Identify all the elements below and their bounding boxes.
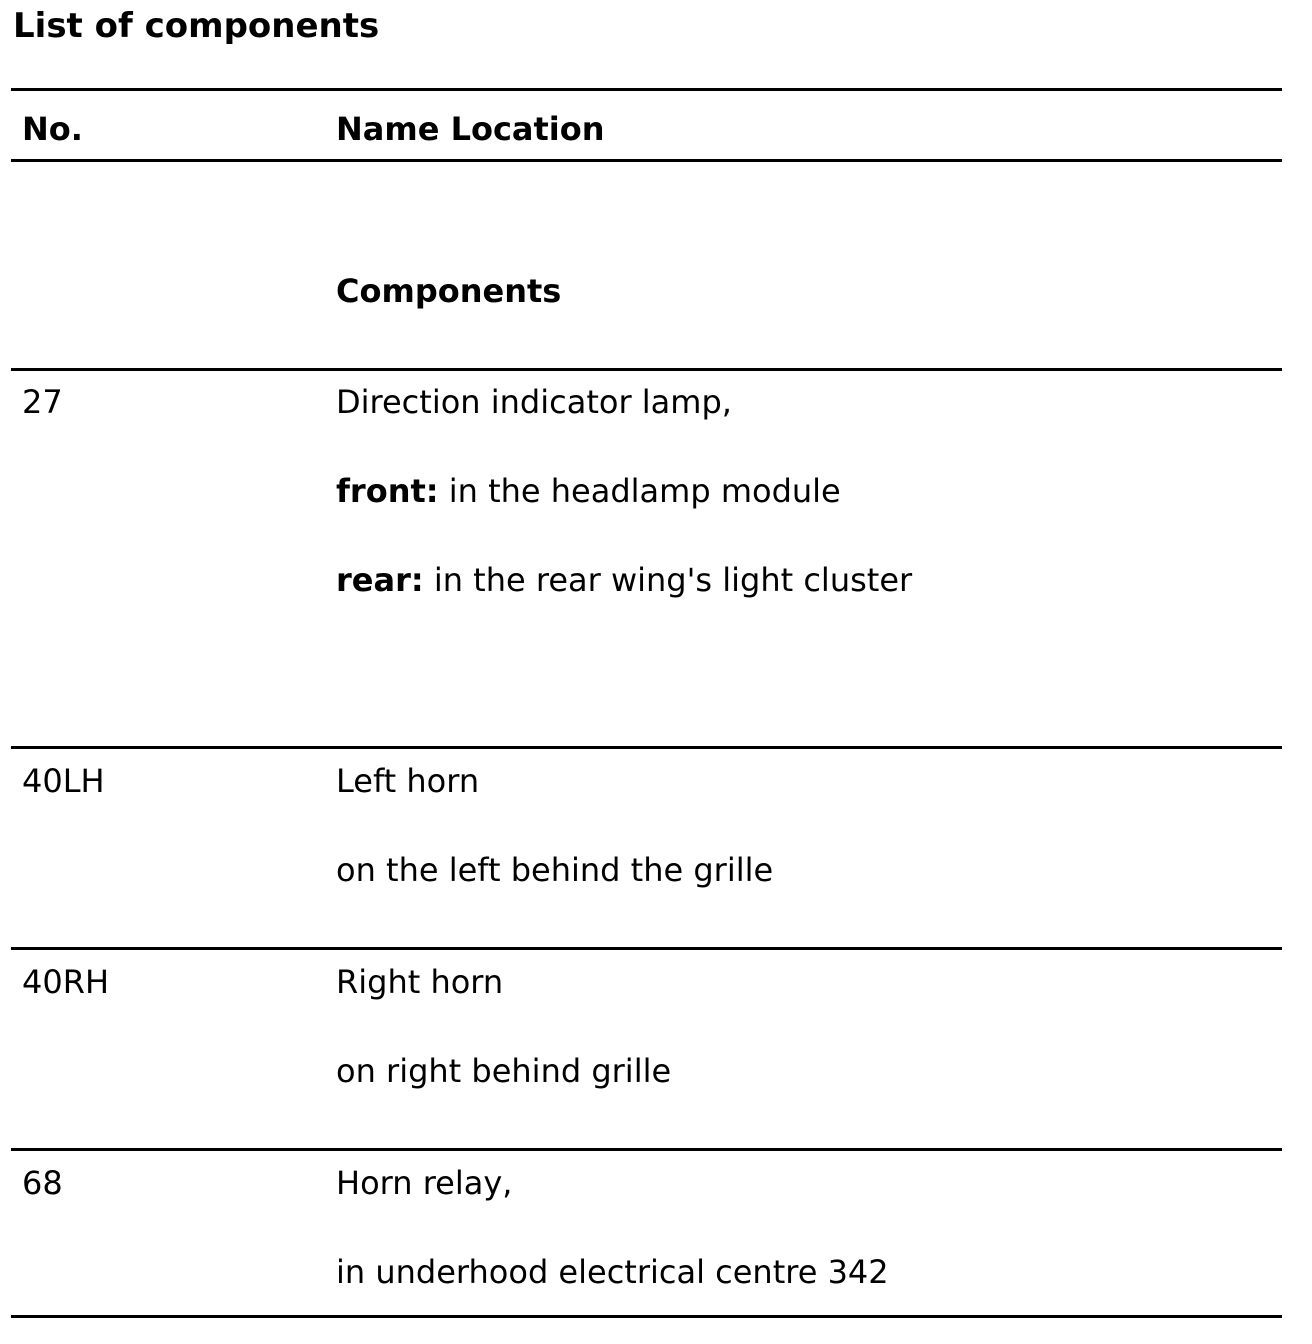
location-label: rear:	[336, 561, 424, 599]
header-bottom-rule	[11, 159, 1282, 162]
row-name: Horn relay,	[336, 1164, 513, 1202]
row-name: Direction indicator lamp,	[336, 383, 732, 421]
row-location	[336, 561, 912, 599]
row-location	[336, 472, 841, 510]
header-name-location: Name Location	[336, 110, 605, 148]
row-location: on the left behind the grille	[336, 851, 774, 889]
header-no: No.	[22, 110, 83, 148]
page-title: List of components	[13, 6, 380, 46]
row-number: 27	[22, 383, 63, 421]
row-location: in underhood electrical centre 342	[336, 1253, 889, 1291]
row-name: Right horn	[336, 963, 504, 1001]
table-bottom-rule	[11, 1315, 1282, 1318]
row-divider	[11, 1148, 1282, 1151]
row-number: 40LH	[22, 762, 105, 800]
row-name: Left horn	[336, 762, 480, 800]
section-heading: Components	[336, 272, 562, 310]
table-top-rule	[11, 88, 1282, 91]
row-divider	[11, 368, 1282, 371]
row-location: on right behind grille	[336, 1052, 672, 1090]
location-label: front:	[336, 472, 439, 510]
row-number: 68	[22, 1164, 63, 1202]
location-text: in the rear wing's light cluster	[423, 561, 913, 599]
location-text: in the headlamp module	[438, 472, 841, 510]
row-divider	[11, 746, 1282, 749]
row-number: 40RH	[22, 963, 110, 1001]
row-divider	[11, 947, 1282, 950]
